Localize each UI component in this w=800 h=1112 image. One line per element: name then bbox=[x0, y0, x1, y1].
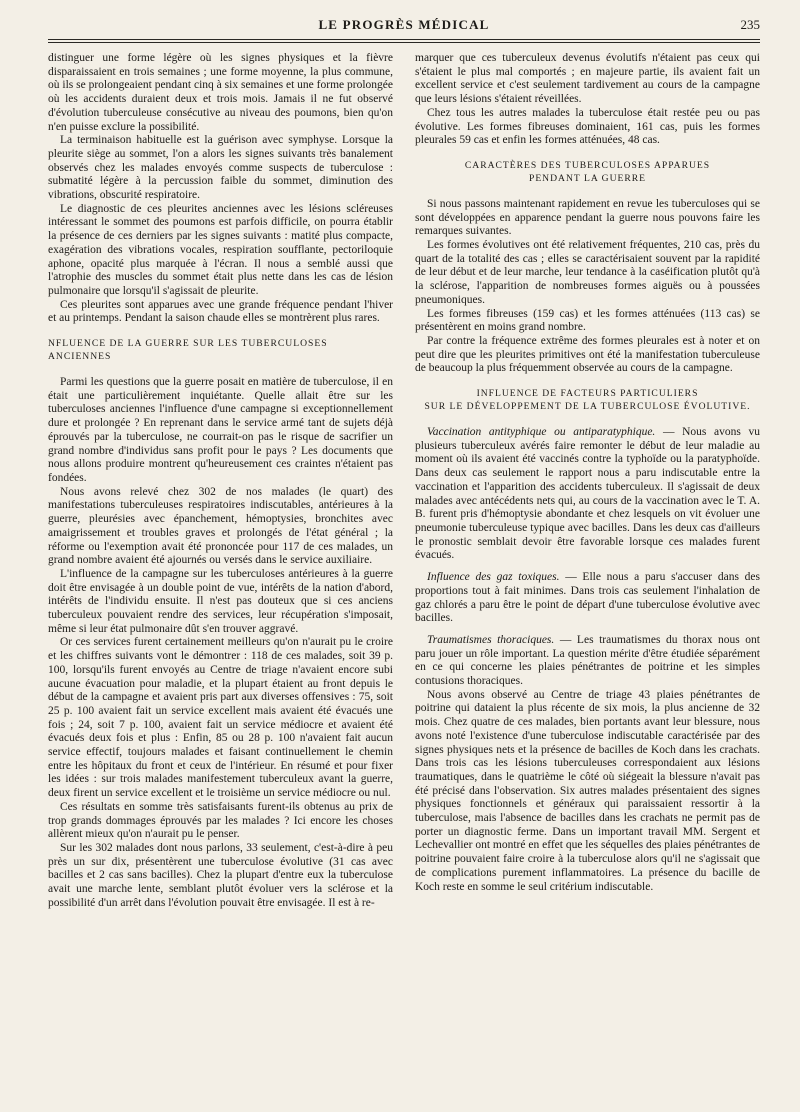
section-heading-war-tuberculoses bbox=[415, 159, 760, 185]
paragraph-body: — Elle nous a paru s'accuser dans des proportions tout à fait minimes. Dans trois cas seulement l'inhalation de gaz chlorés a paru être le point de départ d'une tuberculose évolutive avec bacilles. bbox=[415, 571, 760, 625]
paragraph: marquer que ces tuberculeux devenus évolutifs n'étaient pas ceux qui s'étaient le plus mal comportés ; en majeure partie, ils avaient fait un excellent service et c'est seulement tardivement au cours de la campagne que leurs lésions s'étaient réveillées. bbox=[415, 52, 760, 106]
paragraph-body: — Les traumatismes du thorax nous ont paru jouer un rôle important. La question mérite d'être étudiée séparément en ce qui concerne les plaies pénétrantes de poitrine et les simples contusions thoraciques. bbox=[415, 633, 760, 688]
paragraph: Ces résultats en somme très satisfaisants furent-ils obtenus au prix de trop grands dommages éprouvés par les malades ? Ici encore les choses allèrent mieux qu'on n'aurait pu le penser. bbox=[48, 800, 393, 841]
paragraph: Les formes fibreuses (159 cas) et les formes atténuées (113 cas) se présentèrent en moins grand nombre. bbox=[415, 307, 760, 334]
journal-title: LE PROGRÈS MÉDICAL bbox=[318, 17, 490, 32]
section-heading-war-influence: NFLUENCE DE LA GUERRE SUR LES TUBERCULOSES ANCIENNES bbox=[48, 338, 328, 363]
paragraph: Sur les 302 malades dont nous parlons, 33 seulement, c'est-à-dire à peu près un sur dix, présentèrent une tuberculose évolutive (31 cas avec bacilles et 2 cas sans bacilles). Chez la plupart d'entre eux la tuberculose avait une marche lente, semblant plutôt évoluer vers la sclérose et la possibilité d'un arrêt dans l'évolution pouvait être envisagée. Il est à re- bbox=[48, 841, 393, 909]
paragraph: Chez tous les autres malades la tuberculose était restée peu ou pas évolutive. Les formes fibreuses dominaient, 161 cas, puis les formes pleurales 59 cas et enfin les formes atténuées, 48 cas. bbox=[415, 106, 760, 147]
right-column bbox=[415, 52, 760, 910]
paragraph-vaccination bbox=[415, 426, 760, 563]
paragraph: Parmi les questions que la guerre posait en matière de tuberculose, il en était une particulièrement inquiétante. Quelle allait être sur les tuberculoses anciennes l'influence d'une campagne si exceptionnellement dure et prolongée ? En reprenant dans le service armé tant de sujets déjà éprouvés par la tuberculose, ne courrait-on pas le risque de sacrifier un grand nombre d'individus sans profit pour le pays ? Les documents que nous allons produire montrent qu'heureusement ces craintes n'étaient pas fondées. bbox=[48, 376, 393, 484]
spacer bbox=[415, 626, 760, 634]
paragraph: Nous avons relevé chez 302 de nos malades (le quart) des manifestations tuberculeuses respiratoires indiscutables, antérieures à la guerre, pleurésies avec épanchement, hémoptysies, bronchites avec amaigrissement et troubles graves et prolongés de l'état général ; la réforme ou l'exemption avait été prononcée pour 117 de ces malades, un grand nombre avaient été ajournés ou versés dans le service auxiliaire. bbox=[48, 485, 393, 567]
page-number: 235 bbox=[740, 17, 760, 32]
running-head bbox=[48, 14, 760, 36]
paragraph-body: — Nous avons vu plusieurs tuberculeux avérés faire remonter le début de leur maladie au moment où ils avaient été vaccinés contre la typhoïde ou la paratyphoïde. Dans deux cas seulement le rapport nous a paru indiscutable entre la vaccination et l'apparition des accidents tuberculeux. Il s'agissait de deux malades avec antécédents nets qui, au cours de la vaccination avec le T. A. B. furent pris d'hémoptysie abondante et chez lesquels on vit évoluer une pneumonie tuberculeuse typique avec bacilles. Dans les deux cas d'ailleurs le pronostic semblait devoir être favorable lorsque ces malades furent évacués. bbox=[415, 426, 760, 562]
paragraph: distinguer une forme légère où les signes physiques et la fièvre disparaissaient en trois semaines ; une forme moyenne, la plus commune, où ils se prolongeaient pendant cinq à six semaines et une forme prolongée où les accidents duraient deux et trois mois. Jamais il ne fut observé d'évolution tuberculeuse consécutive au niveau des poumons, bien qu'on n'en puisse exclure la possibilité. bbox=[48, 52, 393, 133]
section-heading-line: SUR LE DÉVELOPPEMENT DE LA TUBERCULOSE ÉVOLUTIVE. bbox=[424, 401, 751, 413]
text-columns bbox=[48, 52, 760, 910]
paragraph: Or ces services furent certainement meilleurs qu'on n'aurait pu le croire et les chiffres suivants vont le démontrer : 118 de ces malades, soit 39 p. 100, lorsqu'ils furent envoyés au Centre de triage n'avaient encore subi aucune évacuation pour maladie, et la plupart étaient au front depuis le début de la campagne et avaient pris part aux diverses offensives : 75, soit 25 p. 100 avaient fait un service excellent mais avaient été évacués une fois ; 24, soit 7 p. 100, avaient fait un service médiocre et avaient été évacués deux fois et plus : Enfin, 85 ou 28 p. 100 n'avaient fait aucun service effectif, toujours malades et faisant continuellement le chemin entre les hôpitaux du front et ceux de l'intérieur. En résumé et pour fixer les idées : sur trois malades manifestement tuberculeux avant la guerre, deux firent un service excellent et le troisième un service médiocre ou nul. bbox=[48, 636, 393, 800]
section-heading-line: INFLUENCE DE FACTEURS PARTICULIERS bbox=[476, 388, 699, 400]
section-heading-particular-factors bbox=[415, 387, 760, 413]
paragraph: La terminaison habituelle est la guérison avec symphyse. Lorsque la pleurite siège au sommet, l'on a alors les signes suivants très banalement observés chez les malades envoyés comme suspects de tuberculose : submatité légère à la percussion faible du sommet, diminution des vibrations, obscurité respiratoire. bbox=[48, 134, 393, 202]
paragraph: Ces pleurites sont apparues avec une grande fréquence pendant l'hiver et au printemps. Pendant la saison chaude elles se montrèrent plus rares. bbox=[48, 298, 393, 325]
paragraph-toxic-gas bbox=[415, 571, 760, 626]
section-heading-line: CARACTÈRES DES TUBERCULOSES APPARUES bbox=[464, 159, 711, 171]
header-rule bbox=[48, 39, 760, 40]
paragraph: Par contre la fréquence extrême des formes pleurales est à noter et on peut dire que les pleurites primitives ont été la manifestation tuberculeuse de beaucoup la plus fréquemment observée au cours de la campagne. bbox=[415, 334, 760, 375]
paragraph-lead: Vaccination antityphique ou antiparatyphique. bbox=[427, 426, 656, 439]
spacer bbox=[415, 563, 760, 571]
paragraph: Si nous passons maintenant rapidement en revue les tuberculoses qui se sont développées en apparence pendant la guerre nous pouvons faire les remarques suivantes. bbox=[415, 197, 760, 238]
paragraph: Le diagnostic de ces pleurites anciennes avec les lésions scléreuses intéressant le sommet des poumons est parfois difficile, on pourra établir la présence de ces derniers par les signes suivants : matité plus compacte, exagération des vibrations vocales, respiration soufflante, pectoriloquie aphone, opacité plus marquée à l'écran. Il nous a semblé aussi que l'atrophie des muscles du sommet était plus nette dans les cas de lésion pulmonaire que lorsqu'il s'agissait de pleurite. bbox=[48, 202, 393, 297]
paragraph-lead: Influence des gaz toxiques. bbox=[427, 571, 560, 584]
paragraph: L'influence de la campagne sur les tuberculoses antérieures à la guerre doit être envisagée à un double point de vue, intérêts de la nation d'abord, intérêts de l'individu ensuite. Il n'est pas douteux que si ces anciens tuberculeux pouvaient rendre des services, leur récupération s'imposait, même si leur état pulmonaire dût s'en trouver aggravé. bbox=[48, 567, 393, 635]
section-heading-line: PENDANT LA GUERRE bbox=[528, 172, 647, 184]
paragraph-lead: Traumatismes thoraciques. bbox=[427, 633, 555, 646]
paragraph: Nous avons observé au Centre de triage 43 plaies pénétrantes de poitrine qui dataient la plus récente de six mois, la plus ancienne de 32 mois. Chez quatre de ces malades, bien portants avant leur blessure, nous avons noté l'existence d'une tuberculose indiscutable caractérisée par des signes physiques nets et la présence de bacilles de Koch dans les crachats. Dans trois cas les lésions tuberculeuses correspondaient aux lésions traumatiques, dans le quatrième le côté où siégeait la blessure n'avait pas été précisé dans l'observation. Six autres malades présentaient des signes physiques fonctionnels et généraux qui paraissaient ressortir à la tuberculose, mais l'absence de bacilles dans les crachats ne permit pas de porter un diagnostic ferme. Dans un important travail MM. Sergent et Lechevallier ont montré en effet que les séquelles des plaies pénétrantes de poitrine pouvaient faire croire à la tuberculose alors qu'il ne s'agissait que de complications purement inflammatoires. La présence du bacille de Koch reste en somme le seul critérium indiscutable. bbox=[415, 688, 760, 893]
paragraph: Les formes évolutives ont été relativement fréquentes, 210 cas, près du quart de la totalité des cas ; elles se caractérisaient souvent par la rapidité de leur début et de leur marche, leur tendance à la caséification plutôt qu'à la sclérose, l'apparition de nombreuses formes aiguës ou à poussées pneumoniques. bbox=[415, 239, 760, 306]
paragraph-thoracic-trauma bbox=[415, 634, 760, 689]
header-rule-thin bbox=[48, 42, 760, 43]
left-column bbox=[48, 52, 393, 910]
